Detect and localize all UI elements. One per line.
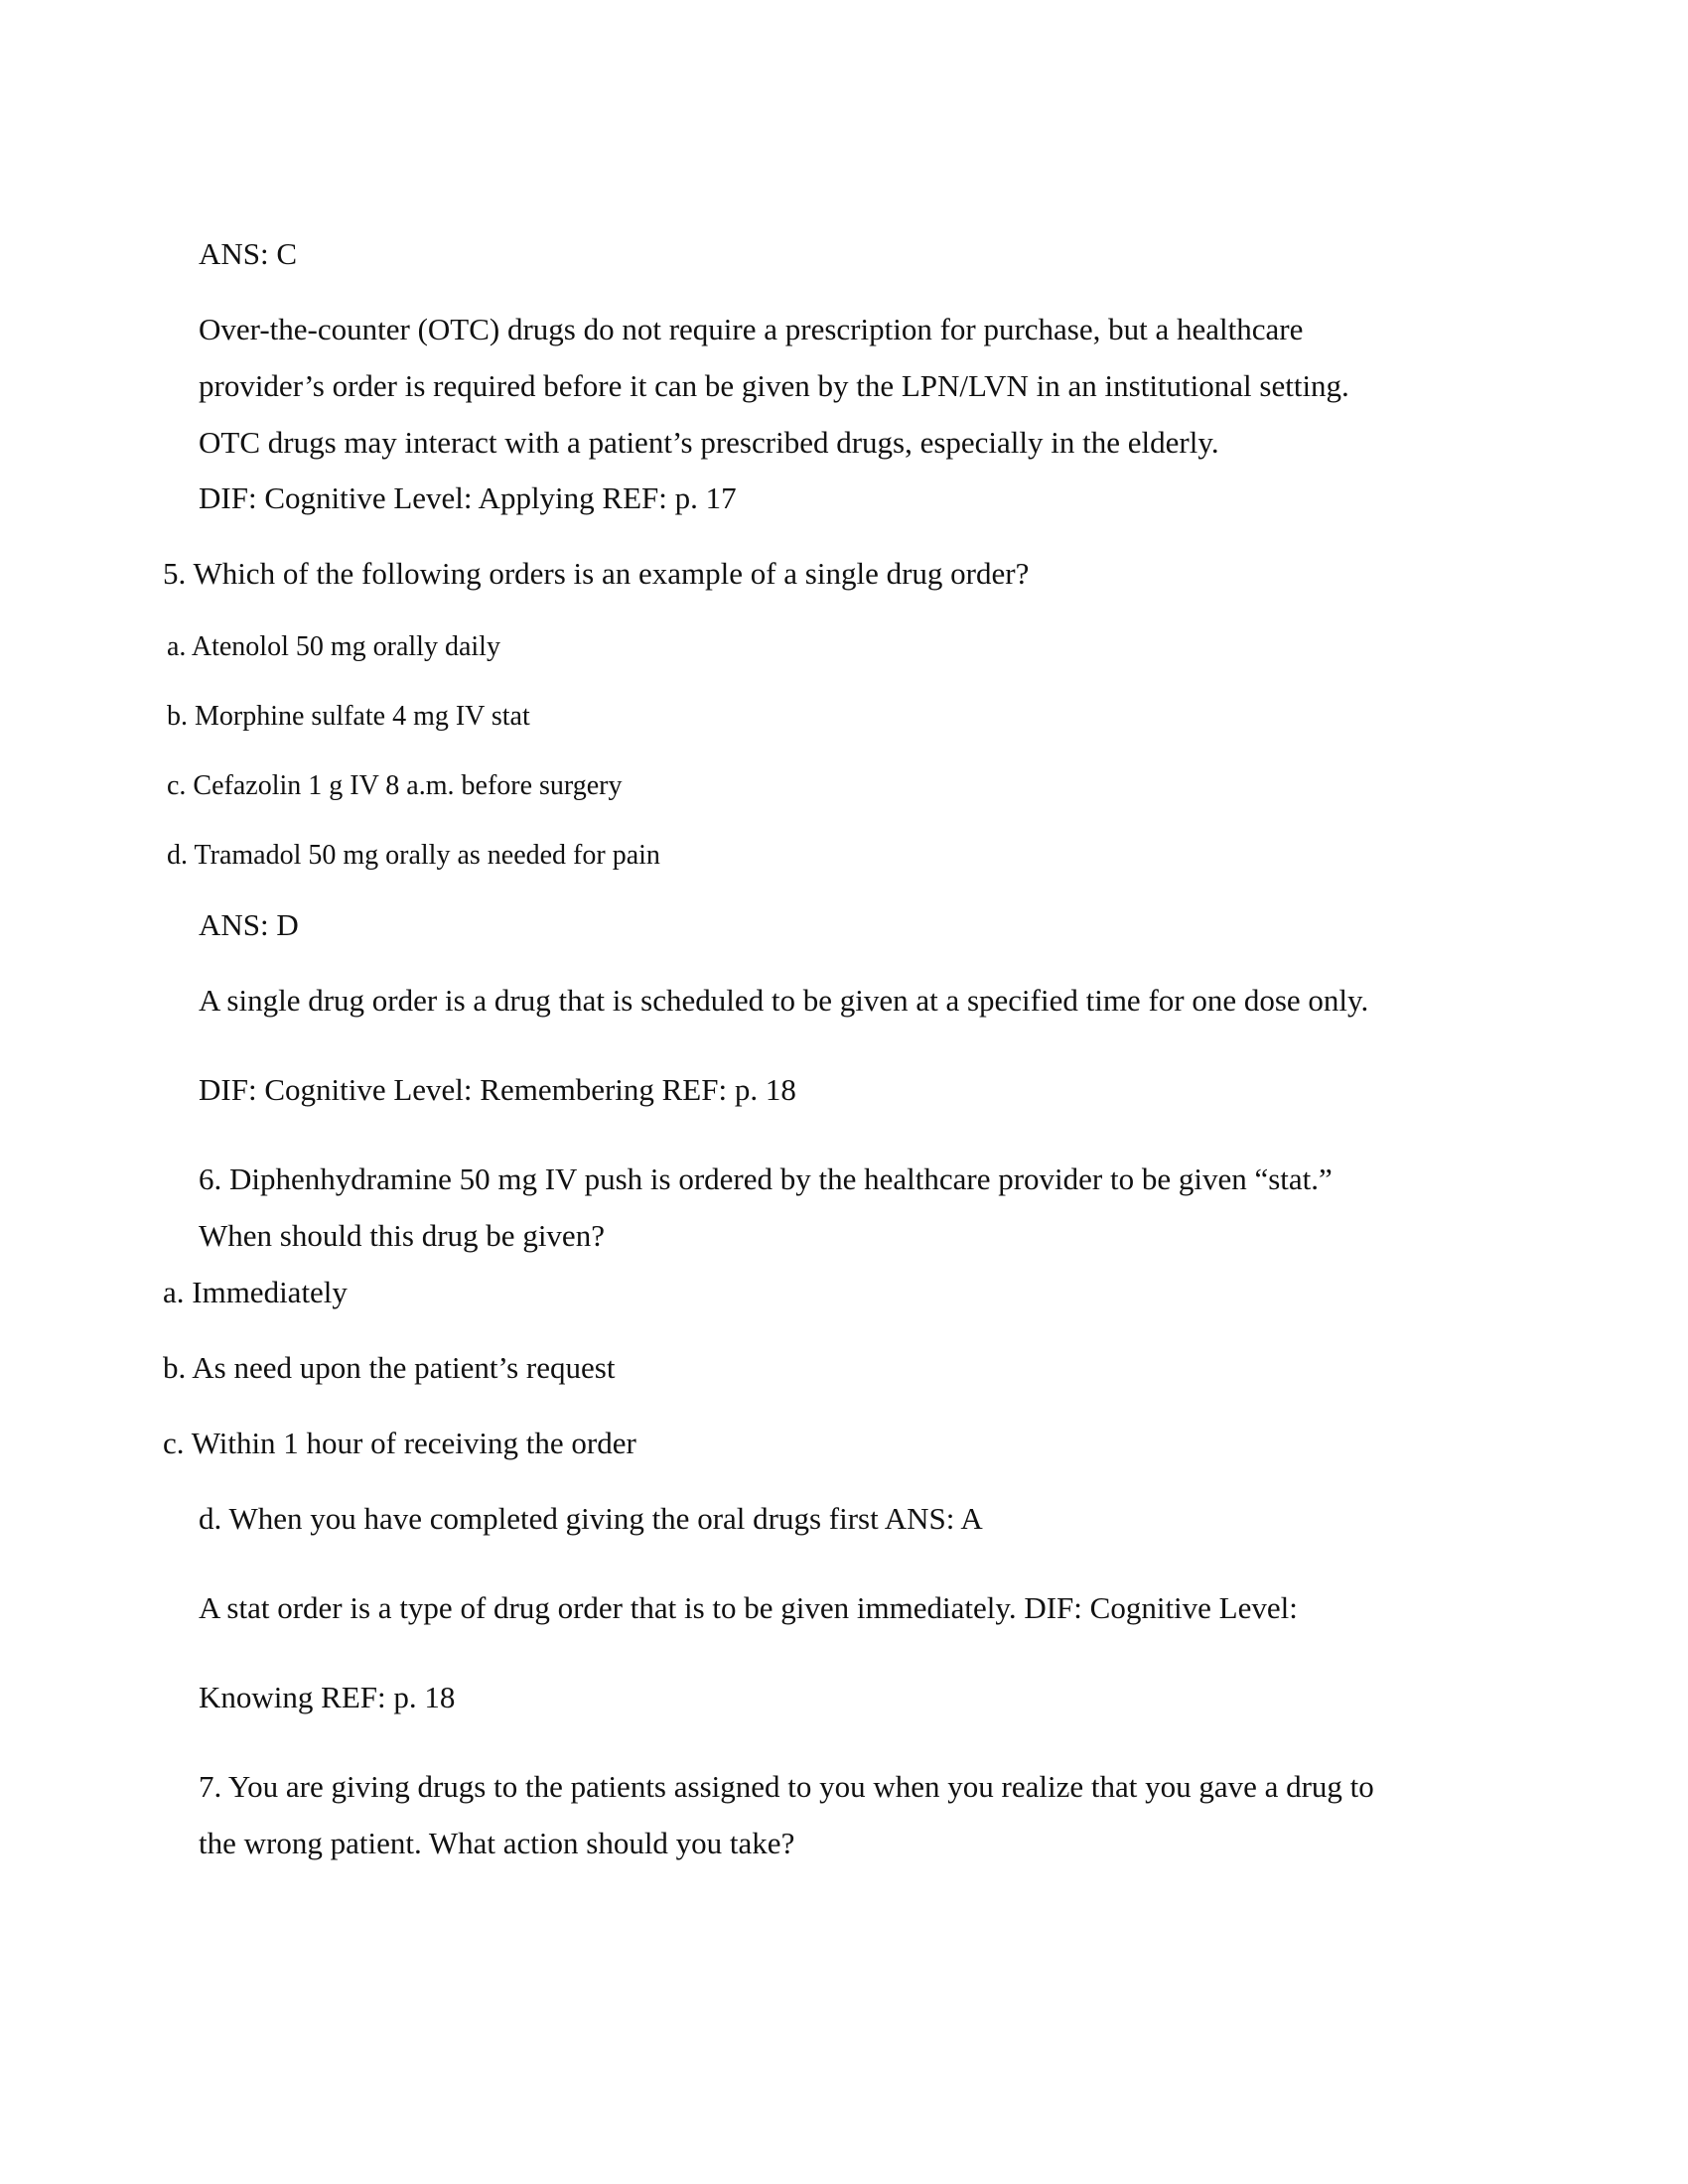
q4-meta: DIF: Cognitive Level: Applying REF: p. 17 [199,480,737,515]
q5-option-d: d. Tramadol 50 mg orally as needed for pain [167,840,660,871]
q6-question-line-1: 6. Diphenhydramine 50 mg IV push is ordered by the healthcare provider to be given “stat.” [199,1161,1333,1196]
q6-option-d: d. When you have completed giving the oral drugs first ANS: A [199,1501,983,1536]
q6-question-line-2: When should this drug be given? [199,1218,605,1253]
q5-rationale: A single drug order is a drug that is scheduled to be given at a specified time for one dose only. [199,983,1369,1018]
q7-question-line-1: 7. You are giving drugs to the patients assigned to you when you realize that you gave a drug to [199,1769,1374,1804]
q6-option-c: c. Within 1 hour of receiving the order [163,1426,636,1460]
q5-meta: DIF: Cognitive Level: Remembering REF: p. 18 [199,1072,796,1107]
q5-option-c: c. Cefazolin 1 g IV 8 a.m. before surgery [167,770,623,801]
q4-rationale-line-1: Over-the-counter (OTC) drugs do not require a prescription for purchase, but a healthcare [199,312,1304,346]
q5-question: 5. Which of the following orders is an example of a single drug order? [163,556,1030,591]
q5-option-b: b. Morphine sulfate 4 mg IV stat [167,701,530,732]
q4-rationale-line-2: provider’s order is required before it can be given by the LPN/LVN in an institutional setting. [199,368,1349,403]
q4-answer: ANS: C [199,236,298,271]
q6-rationale: A stat order is a type of drug order that is to be given immediately. DIF: Cognitive Level: [199,1590,1298,1625]
q5-option-a: a. Atenolol 50 mg orally daily [167,631,500,662]
q6-option-a: a. Immediately [163,1275,348,1309]
q5-answer: ANS: D [199,907,299,942]
q6-option-b: b. As need upon the patient’s request [163,1350,616,1385]
q4-rationale-line-3: OTC drugs may interact with a patient’s prescribed drugs, especially in the elderly. [199,425,1219,460]
q7-question-line-2: the wrong patient. What action should you take? [199,1826,795,1860]
q6-meta: Knowing REF: p. 18 [199,1680,456,1714]
